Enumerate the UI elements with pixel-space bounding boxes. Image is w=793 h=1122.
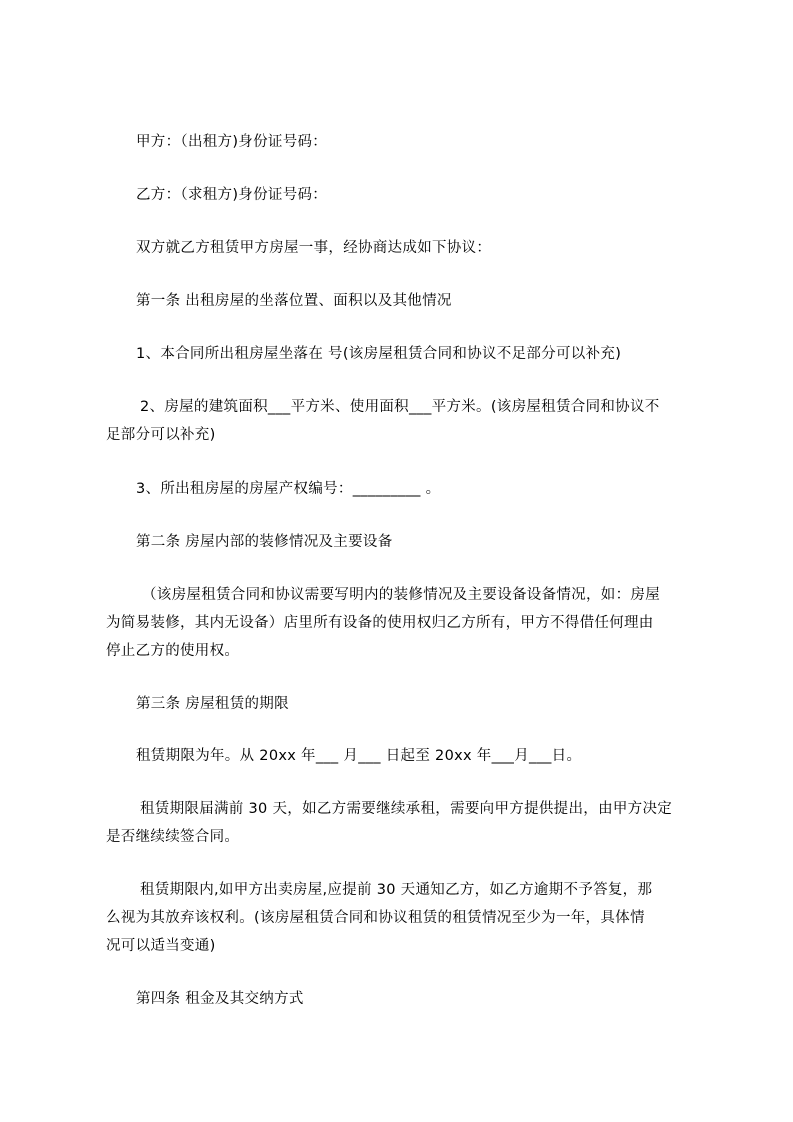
article3-sale-line1: 租赁期限内,如甲方出卖房屋,应提前 30 天通知乙方，如乙方逾期不予答复，那 (140, 882, 653, 898)
article3-sale-line2: 么视为其放弃该权利。(该房屋租赁合同和协议租赁的租赁情况至少为一年，具体情 (106, 910, 645, 926)
article1-heading: 第一条 出租房屋的坐落位置、面积以及其他情况 (136, 293, 452, 309)
party-b-line: 乙方：（求租方)身份证号码： (136, 187, 328, 203)
article1-item3: 3、所出租房屋的房屋产权编号：_________ 。 (136, 481, 441, 497)
article3-sale-line3: 况可以适当变通) (106, 938, 216, 954)
intro-paragraph: 双方就乙方租赁甲方房屋一事，经协商达成如下协议： (136, 240, 492, 256)
article4-heading: 第四条 租金及其交纳方式 (136, 991, 304, 1007)
article3-heading: 第三条 房屋租赁的期限 (136, 696, 289, 712)
article3-renew-line1: 租赁期限届满前 30 天，如乙方需要继续承租，需要向甲方提供提出，由甲方决定 (140, 801, 673, 817)
article1-item2-line1: 2、房屋的建筑面积___平方米、使用面积___平方米。(该房屋租赁合同和协议不 (140, 399, 660, 415)
article2-para-line1: （该房屋租赁合同和协议需要写明内的装修情况及主要设备设备情况，如：房屋 (142, 587, 660, 603)
article3-renew-line2: 是否继续续签合同。 (106, 829, 240, 845)
article2-para-line2: 为简易装修，其内无设备）店里所有设备的使用权归乙方所有，甲方不得借任何理由 (106, 615, 654, 631)
article3-term: 租赁期限为年。从 20xx 年___ 月___ 日起至 20xx 年___月___日。 (136, 748, 582, 764)
article1-item1: 1、本合同所出租房屋坐落在 号(该房屋租赁合同和协议不足部分可以补充) (136, 346, 622, 362)
article1-item2-line2: 足部分可以补充) (106, 427, 216, 443)
party-a-line: 甲方：（出租方)身份证号码： (136, 134, 328, 150)
article2-para-line3: 停止乙方的使用权。 (106, 643, 240, 659)
article2-heading: 第二条 房屋内部的装修情况及主要设备 (136, 534, 393, 550)
